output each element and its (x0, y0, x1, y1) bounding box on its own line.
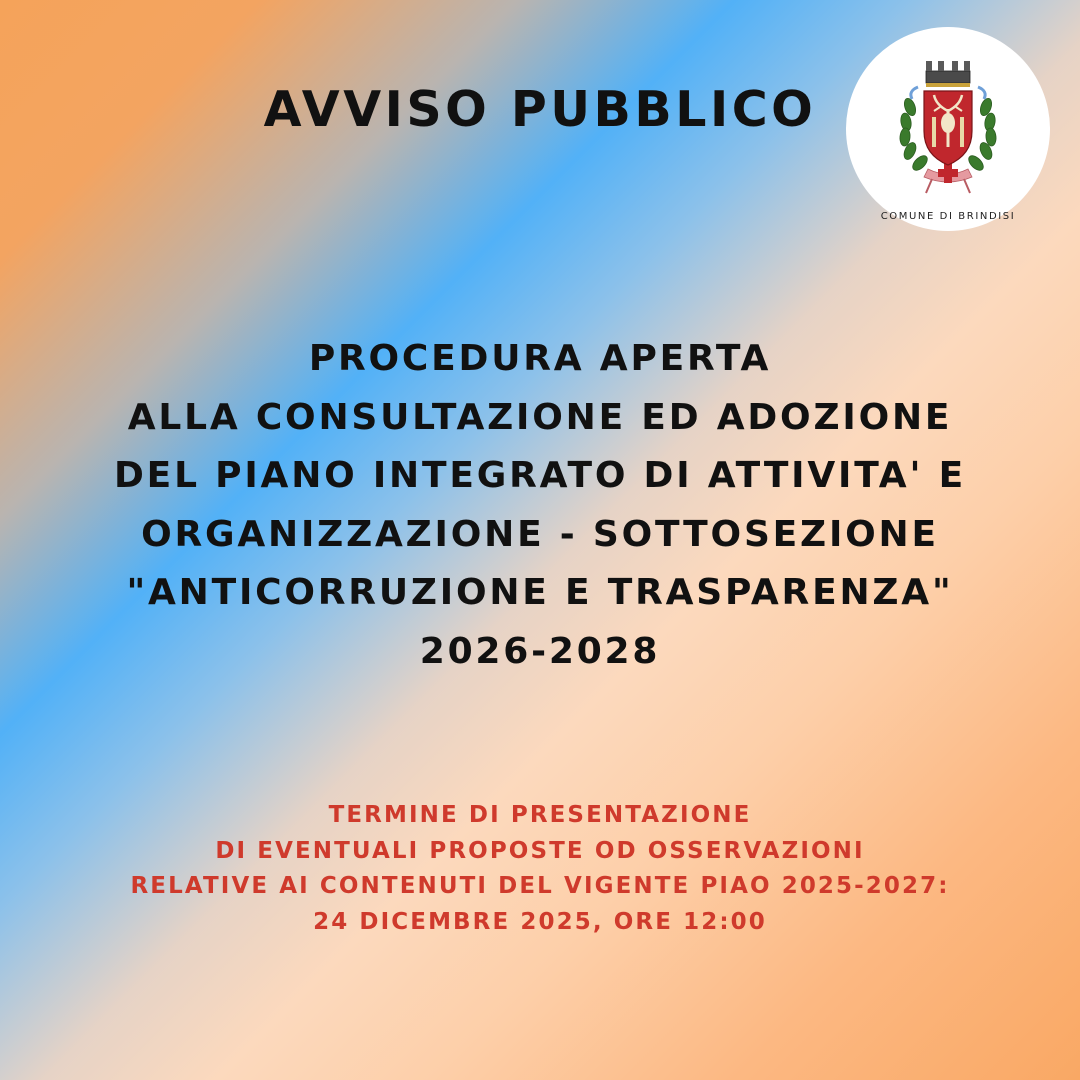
deadline-notice (40, 798, 1040, 940)
page-title: AVVISO PUBBLICO (263, 81, 817, 138)
notice-heading-line: PROCEDURA APERTA (308, 338, 772, 379)
notice-heading (40, 330, 1040, 681)
logo-label: COMUNE DI BRINDISI (880, 211, 1016, 222)
coat-of-arms-icon (888, 47, 1008, 197)
notice-heading-line: DEL PIANO INTEGRATO DI ATTIVITA' E (114, 455, 966, 496)
deadline-date: 24 DICEMBRE 2025, ORE 12:00 (313, 908, 767, 935)
notice-heading-line: ALLA CONSULTAZIONE ED ADOZIONE (127, 396, 953, 438)
deadline-line: RELATIVE AI CONTENUTI DEL VIGENTE PIAO 2025-2027: (130, 873, 950, 899)
notice-heading-line: "ANTICORRUZIONE E TRASPARENZA" (126, 572, 954, 613)
municipality-logo (846, 27, 1050, 231)
deadline-line: DI EVENTUALI PROPOSTE OD OSSERVAZIONI (215, 837, 865, 864)
notice-heading-line: 2026-2028 (419, 630, 661, 672)
deadline-line: TERMINE DI PRESENTAZIONE (328, 802, 752, 828)
notice-heading-line: ORGANIZZAZIONE - SOTTOSEZIONE (141, 513, 939, 555)
